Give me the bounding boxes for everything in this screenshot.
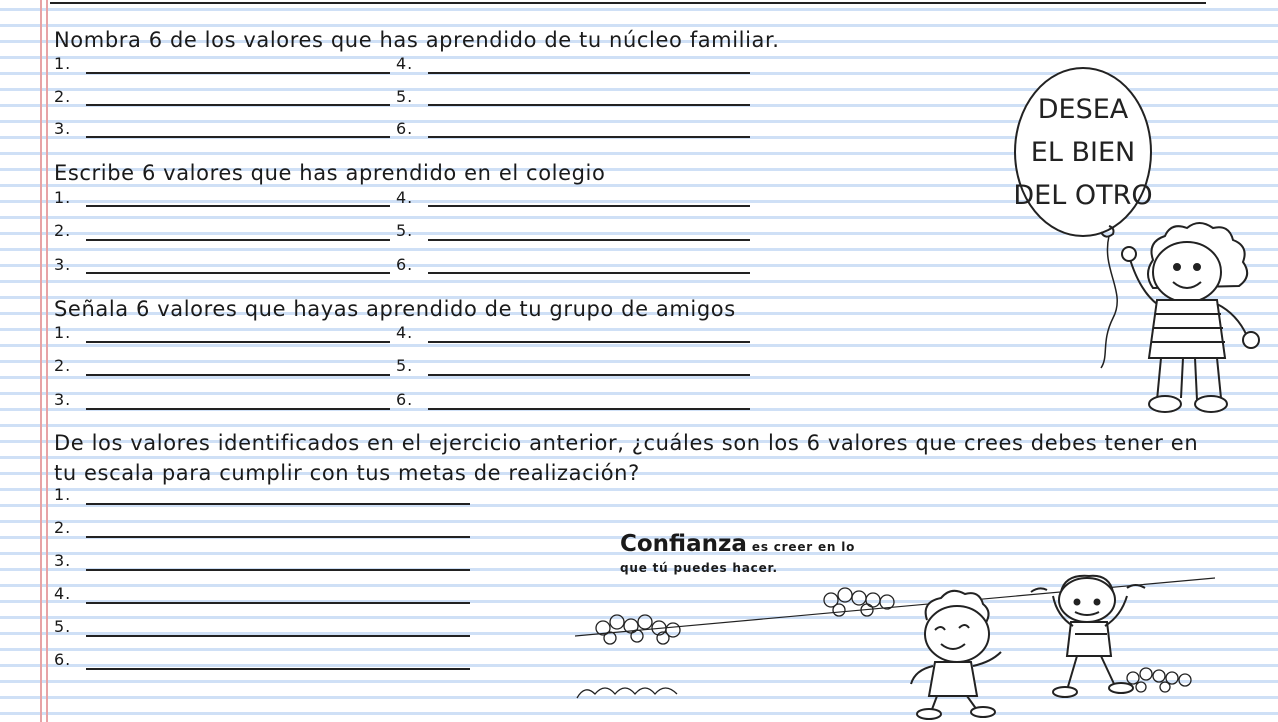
notebook-margin-line [46,0,48,722]
answer-line[interactable] [428,205,750,207]
top-rule [50,2,1206,4]
item-number: 6. [396,255,414,274]
item-number: 6. [396,390,414,409]
answer-row [54,617,86,636]
answer-line[interactable] [86,104,390,106]
answer-line[interactable] [86,72,390,74]
answer-row [54,485,86,504]
item-number: 4. [396,54,414,73]
item-number: 2. [54,87,72,106]
answer-line[interactable] [428,341,750,343]
answer-line[interactable] [86,136,390,138]
balloon-text-line: EL BIEN [1030,137,1136,168]
answer-line[interactable] [86,536,470,538]
section-1-prompt: Nombra 6 de los valores que has aprendido de tu núcleo familiar. [54,28,780,52]
answer-line[interactable] [428,104,750,106]
answer-row [54,551,86,570]
item-number: 1. [54,485,72,504]
answer-line[interactable] [428,72,750,74]
answer-line[interactable] [428,136,750,138]
answer-line[interactable] [86,635,470,637]
answer-line[interactable] [86,569,470,571]
quote-text: es creer en lo [746,540,856,554]
answer-row [54,221,86,240]
answer-row [396,323,428,342]
item-number: 3. [54,390,72,409]
item-number: 1. [54,54,72,73]
answer-row [396,390,428,409]
item-number: 4. [54,584,72,603]
answer-row [396,255,428,274]
answer-row [396,188,428,207]
answer-row [54,255,86,274]
answer-line[interactable] [86,668,470,670]
item-number: 4. [396,323,414,342]
answer-line[interactable] [86,408,390,410]
answer-line[interactable] [428,272,750,274]
answer-line[interactable] [86,503,470,505]
answer-line[interactable] [86,239,390,241]
answer-row [54,650,86,669]
final-question-prompt: De los valores identificados en el ejercicio anterior, ¿cuáles son los 6 valores que crees debes tener en tu escala para cumplir con tus metas de realización? [54,431,1199,485]
answer-line[interactable] [86,374,390,376]
item-number: 2. [54,518,72,537]
answer-row [396,119,428,138]
quote-word: Confianza [620,531,747,557]
answer-line[interactable] [428,408,750,410]
balloon-text-line: DESEA [1037,94,1129,125]
item-number: 1. [54,323,72,342]
item-number: 1. [54,188,72,207]
item-number: 2. [54,221,72,240]
answer-line[interactable] [86,272,390,274]
answer-row [54,323,86,342]
answer-row [54,87,86,106]
answer-line[interactable] [86,205,390,207]
item-number: 4. [396,188,414,207]
section-2-prompt: Escribe 6 valores que has aprendido en el colegio [54,161,606,185]
section-3-prompt: Señala 6 valores que hayas aprendido de tu grupo de amigos [54,297,736,321]
item-number: 6. [54,650,72,669]
playing-kids-illustration [575,570,1215,720]
answer-row [54,119,86,138]
item-number: 3. [54,119,72,138]
balloon-kid-illustration [1005,60,1270,425]
item-number: 5. [54,617,72,636]
answer-line[interactable] [428,239,750,241]
answer-line[interactable] [428,374,750,376]
balloon-text-line: DEL OTRO [1013,180,1153,211]
item-number: 3. [54,255,72,274]
item-number: 5. [396,87,414,106]
item-number: 3. [54,551,72,570]
answer-row [396,54,428,73]
answer-row [54,390,86,409]
item-number: 6. [396,119,414,138]
item-number: 5. [396,356,414,375]
notebook-margin-line [40,0,42,722]
answer-row [54,584,86,603]
answer-row [54,356,86,375]
answer-row [396,87,428,106]
item-number: 2. [54,356,72,375]
answer-row [54,54,86,73]
answer-line[interactable] [86,341,390,343]
answer-row [396,221,428,240]
answer-row [54,188,86,207]
answer-row [396,356,428,375]
answer-line[interactable] [86,602,470,604]
quote-text: que tú puedes hacer. [620,561,778,575]
answer-row [54,518,86,537]
item-number: 5. [396,221,414,240]
